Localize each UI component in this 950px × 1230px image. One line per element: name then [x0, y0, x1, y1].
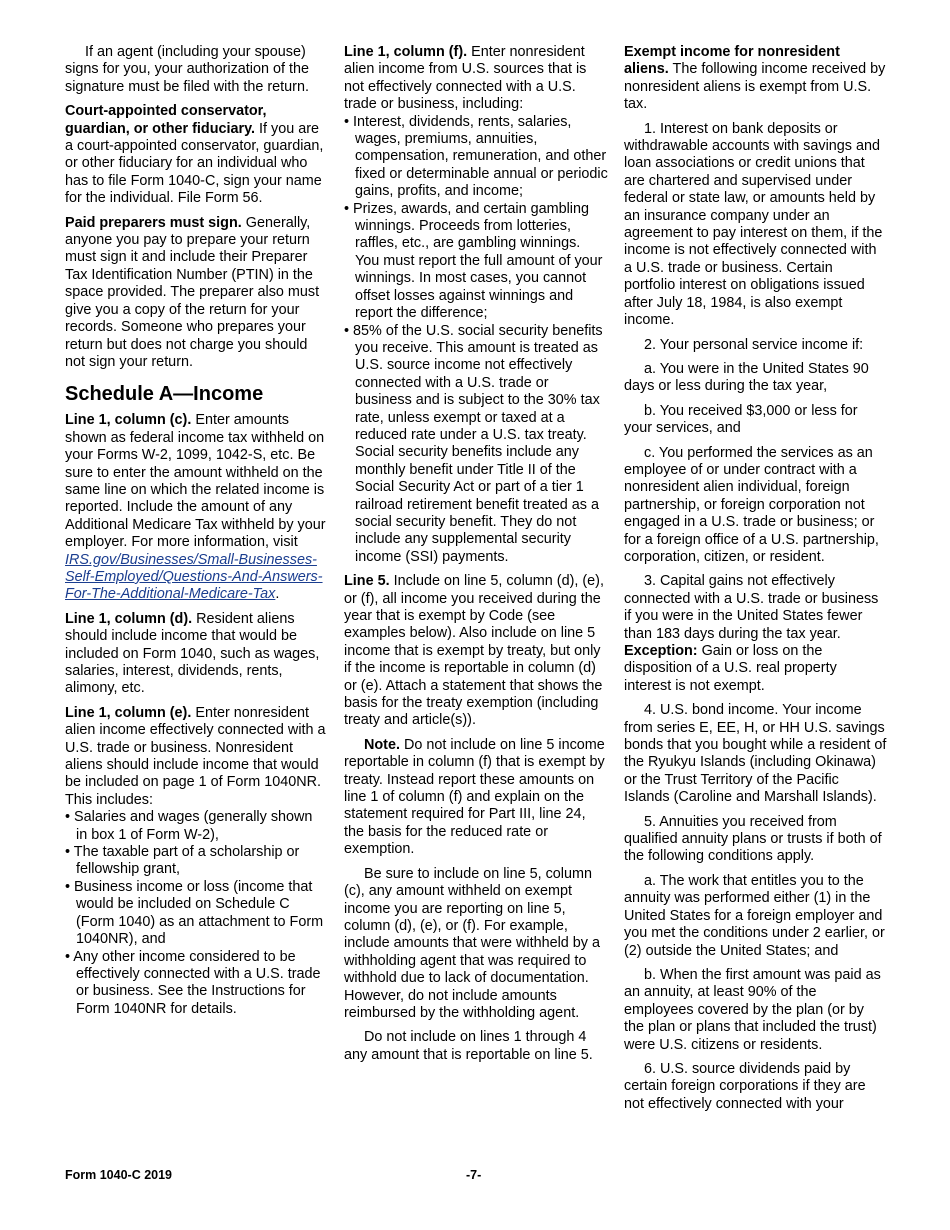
item-3: [624, 573, 887, 695]
line1c-heading: Line 1, column (c).: [65, 412, 192, 429]
note-text: Do not include on line 5 income reportable in column (f) that is exempt by treaty. Instead report these amounts on line 1 of column (f) and explain on the statement required for Part III, line 24, the basis for the reduced rate or exemption.: [344, 736, 605, 858]
line1c-period: .: [275, 586, 280, 603]
line1d-paragraph: [65, 611, 327, 698]
item-3-exception-text: Gain or loss on the disposition of a U.S. real property interest is not exempt.: [624, 643, 837, 694]
donot-paragraph: Do not include on lines 1 through 4 any amount that is reportable on line 5.: [344, 1029, 593, 1063]
item-2: 2. Your personal service income if:: [644, 336, 864, 353]
item-5: 5. Annuities you received from qualified annuity plans or trusts if both of the following conditions apply.: [624, 813, 882, 865]
bullet-item: • The taxable part of a scholarship or fellowship grant,: [65, 844, 300, 878]
footer-form-label: Form 1040-C 2019: [65, 1168, 173, 1182]
paid-heading: Paid preparers must sign.: [65, 214, 242, 231]
item-3-exception-heading: Exception:: [624, 643, 698, 659]
bullet-item: • Interest, dividends, rents, salaries, wages, premiums, annuities, compensation, remuneration, and other fixed or determinable annual or periodic gains, profits, and income;: [344, 113, 608, 200]
bullet-item: • Prizes, awards, and certain gambling winnings. Proceeds from lotteries, raffles, etc., are gambling winnings. You must report the full amount of your winnings. In most cases, you cannot offset losses against winnings and report the difference;: [344, 200, 603, 322]
exempt-paragraph: [624, 44, 887, 114]
column-left: [65, 44, 327, 1018]
paid-text: Generally, anyone you pay to prepare your return must sign it and include their Preparer Tax Identification Number (PTIN) in the space provided. The preparer also must give you a copy of the return for your records. Someone who prepares your return but does not charge you should not sign your return.: [65, 214, 320, 370]
line1d-heading: Line 1, column (d).: [65, 610, 193, 627]
line5-heading: Line 5.: [344, 573, 390, 590]
note-heading: Note.: [364, 736, 400, 753]
note-paragraph: [344, 737, 608, 859]
line1c-paragraph: [65, 412, 327, 603]
exempt-text: The following income received by nonresident aliens is exempt from U.S. tax.: [624, 61, 886, 113]
line5-paragraph: [344, 573, 608, 730]
line1d-text: Resident aliens should include income that would be included on Form 1040, such as wages, salaries, interest, dividends, rents, alimony, etc.: [65, 610, 320, 697]
item-5b: b. When the first amount was paid as an annuity, at least 90% of the employees covered by the plan (or by the plan or plans that included the trust) were U.S. citizens or residents.: [624, 966, 881, 1053]
line1e-text: Enter nonresident alien income effectively connected with a U.S. trade or business. Nonresident aliens should include income that would be included on page 1 of Form 1040NR. This includes:: [65, 704, 326, 808]
item-6: 6. U.S. source dividends paid by certain foreign corporations if they are not effectively connected with your: [624, 1060, 866, 1112]
line1f-heading: Line 1, column (f).: [344, 44, 468, 60]
bullet-item: • Any other income considered to be effectively connected with a U.S. trade or business. See the Instructions for Form 1040NR for details.: [65, 948, 321, 1017]
line1f-text: Enter nonresident alien income from U.S. sources that is not effectively connected with a U.S. trade or business, including:: [344, 44, 587, 113]
column-right: [624, 44, 887, 1120]
column-middle: [344, 44, 608, 1071]
besure-paragraph: Be sure to include on line 5, column (c), any amount withheld on exempt income you are reporting on line 5, column (d), (e), or (f). For example, include amounts that were withheld by a withholding agent that was required to withhold due to lack of documentation. However, do not include amounts reimbursed by the withholding agent.: [344, 865, 600, 1021]
agent-paragraph: If an agent (including your spouse) signs for you, your authorization of the signature must be filed with the return.: [65, 44, 309, 95]
court-heading: Court-appointed conservator, guardian, or other fiduciary.: [65, 103, 267, 137]
section-title: Schedule A—Income: [65, 383, 264, 406]
item-2b: b. You received $3,000 or less for your services, and: [624, 402, 858, 437]
item-1: 1. Interest on bank deposits or withdrawable accounts with savings and loan associations or credit unions that are chartered and supervised under federal or state law, or amounts held by an insurance company under an agreement to pay interest on them, if the income is not effectively connected with a U.S. trade or business. Certain portfolio interest on obligations issued after July 18, 1984, is also exempt income.: [624, 120, 883, 329]
line1c-text: Enter amounts shown as federal income tax withheld on your Forms W-2, 1099, 1042-S, etc. Be sure to enter the amount withheld on the same line on which the related income is reported. Include the amount of any Additional Medicare Tax withheld by your employer. For more information, visit: [65, 412, 326, 551]
item-2c: c. You performed the services as an employee of or under contract with a nonresident alien individual, foreign partnership, or foreign corporation not engaged in a U.S. trade or business; or for a foreign office of a U.S. partnership, corporation, citizen, or resident.: [624, 444, 879, 565]
medicare-tax-link[interactable]: IRS.gov/Businesses/Small-Businesses-Self-Employed/Questions-And-Answers-For-The-Additional-Medicare-Tax: [65, 551, 323, 603]
court-text: If you are a court-appointed conservator, guardian, or other fiduciary for an individual who has to file Form 1040-C, sign your name for the individual. File Form 56.: [65, 120, 324, 207]
item-2a: a. You were in the United States 90 days or less during the tax year,: [624, 360, 869, 395]
bullet-item: • 85% of the U.S. social security benefits you receive. This amount is treated as U.S. source income not effectively connected with a U.S. trade or business and is subject to the 30% tax rate, unless exempt or taxed at a reduced rate under a U.S. tax treaty. Social security benefits include any monthly benefit under Title II of the Social Security Act or part of a tier 1 railroad retirement benefit treated as a social security benefit. They do not include any supplemental security income (SSI) payments.: [344, 322, 603, 565]
bullet-item: • Business income or loss (income that would be included on Schedule C (Form 1040) as an attachment to Form 1040NR), and: [65, 878, 324, 948]
line5-text: Include on line 5, column (d), (e), or (f), all income you received during the year that is exempt by Code (see examples below). Also include on line 5 income that is exempt by treaty, but only if the income is reportable in column (d) or (e). Attach a statement that shows the basis for the treaty exemption (including treaty and article(s)).: [344, 573, 604, 729]
court-paragraph: [65, 103, 327, 207]
item-5a: a. The work that entitles you to the annuity was performed either (1) in the United States for a foreign employer and you met the conditions under 2 earlier, or (2) outside the United States; and: [624, 872, 885, 959]
exempt-heading: Exempt income for nonresident aliens.: [624, 44, 840, 78]
page-number: -7-: [466, 1168, 482, 1182]
bullet-item: • Salaries and wages (generally shown in box 1 of Form W-2),: [65, 809, 313, 843]
line1e-paragraph: [65, 705, 327, 809]
item-3-text: 3. Capital gains not effectively connected with a U.S. trade or business if you were in the United States fewer than 183 days during the tax year.: [624, 573, 879, 642]
line1f-paragraph: [344, 44, 608, 114]
line1e-heading: Line 1, column (e).: [65, 704, 192, 721]
paid-paragraph: [65, 215, 327, 372]
item-4: 4. U.S. bond income. Your income from series E, EE, H, or HH U.S. savings bonds that you bought while a resident of the Ryukyu Islands (including Okinawa) or the Trust Territory of the Pacific Islands (Caroline and Marshall Islands).: [624, 702, 887, 806]
